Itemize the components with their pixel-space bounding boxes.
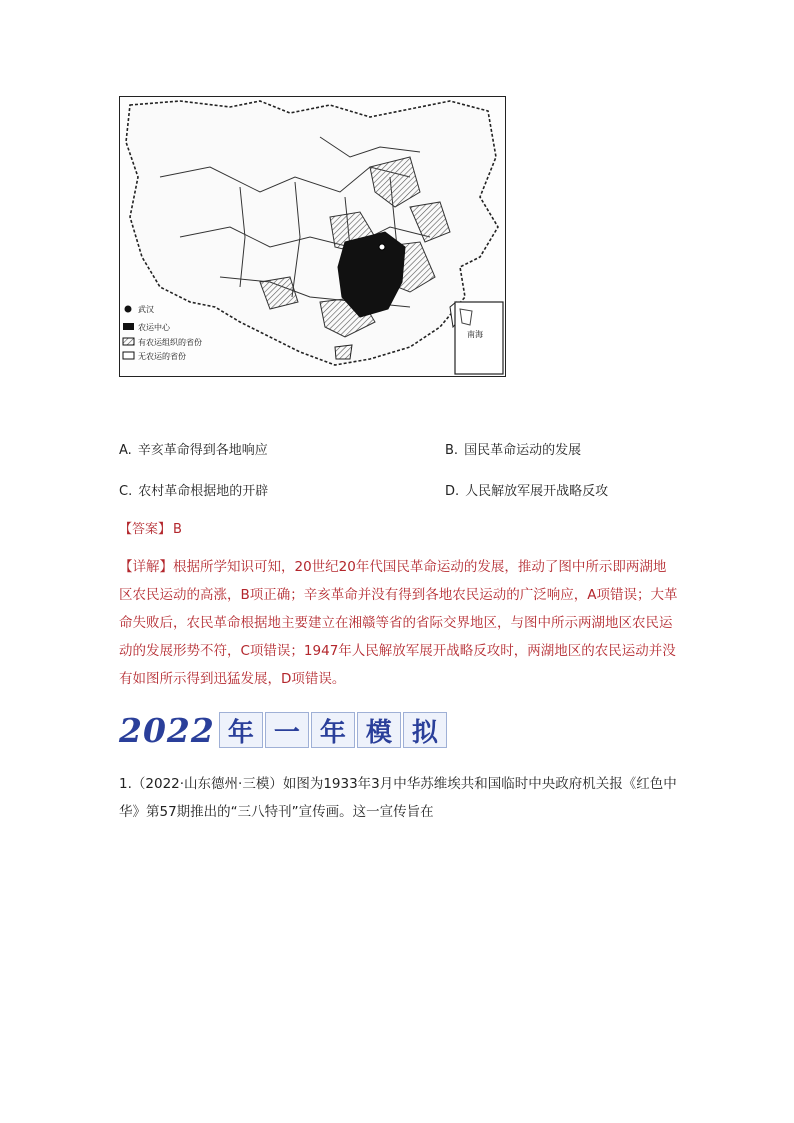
inset-label: 南海 — [467, 330, 483, 339]
legend-label-hatched: 有农运组织的省份 — [138, 338, 202, 347]
wuhan-marker — [379, 244, 385, 250]
answer-line — [119, 518, 182, 537]
option-c[interactable] — [119, 480, 268, 499]
banner-char: 模 — [357, 712, 401, 748]
legend-label-center: 农运中心 — [138, 323, 170, 332]
empty-box-icon — [123, 352, 134, 359]
section-banner — [119, 709, 447, 751]
option-letter: D. — [445, 484, 460, 499]
question-text: （2022·山东德州·三模）如图为1933年3月中华苏维埃共和国临时中央政府机关报《红色中华》第57期推出的“三八特刊”宣传画。这一宣传旨在 — [119, 776, 677, 820]
option-b[interactable] — [445, 439, 581, 458]
option-text: 农村革命根据地的开辟 — [138, 484, 269, 499]
option-text: 人民解放军展开战略反攻 — [465, 484, 609, 499]
hainan-island — [335, 345, 352, 359]
banner-year: 2022 — [119, 710, 215, 750]
solid-black-box-icon — [123, 323, 134, 330]
option-letter: B. — [445, 443, 459, 458]
detail-text: 根据所学知识可知，20世纪20年代国民革命运动的发展，推动了图中所示即两湖地区农民运动的高涨，B项正确；辛亥革命并没有得到各地农民运动的广泛响应，A项错误；大革命失败后，农民革命根据地主要建立在湘赣等省的省际交界地区，与图中所示两湖地区农民运动的发展形势不符，C项错误；1947年人民解放军展开战略反攻时，两湖地区的农民运动并没有如图所示得到迅猛发展，D项错误。 — [119, 559, 678, 687]
legend-label-wuhan: 武汉 — [138, 305, 154, 314]
map-svg — [120, 97, 505, 376]
option-letter: C. — [119, 484, 133, 499]
option-text: 国民革命运动的发展 — [464, 443, 582, 458]
banner-char: 年 — [219, 712, 263, 748]
answer-value: B — [173, 522, 182, 537]
banner-char: 年 — [311, 712, 355, 748]
banner-char: 一 — [265, 712, 309, 748]
map-legend — [123, 304, 202, 361]
answer-label: 【答案】 — [119, 522, 172, 537]
option-d[interactable] — [445, 480, 608, 499]
option-letter: A. — [119, 443, 132, 458]
hatched-box-icon — [123, 338, 134, 345]
china-map-figure — [119, 96, 506, 377]
banner-char: 拟 — [403, 712, 447, 748]
capital-dot-icon — [125, 306, 132, 313]
question-1 — [119, 770, 689, 826]
question-number: 1. — [119, 776, 132, 792]
legend-label-empty: 无农运的省份 — [138, 352, 186, 361]
detail-explanation — [119, 553, 679, 693]
option-a[interactable] — [119, 439, 268, 458]
option-text: 辛亥革命得到各地响应 — [137, 443, 268, 458]
detail-label: 【详解】 — [119, 559, 173, 575]
